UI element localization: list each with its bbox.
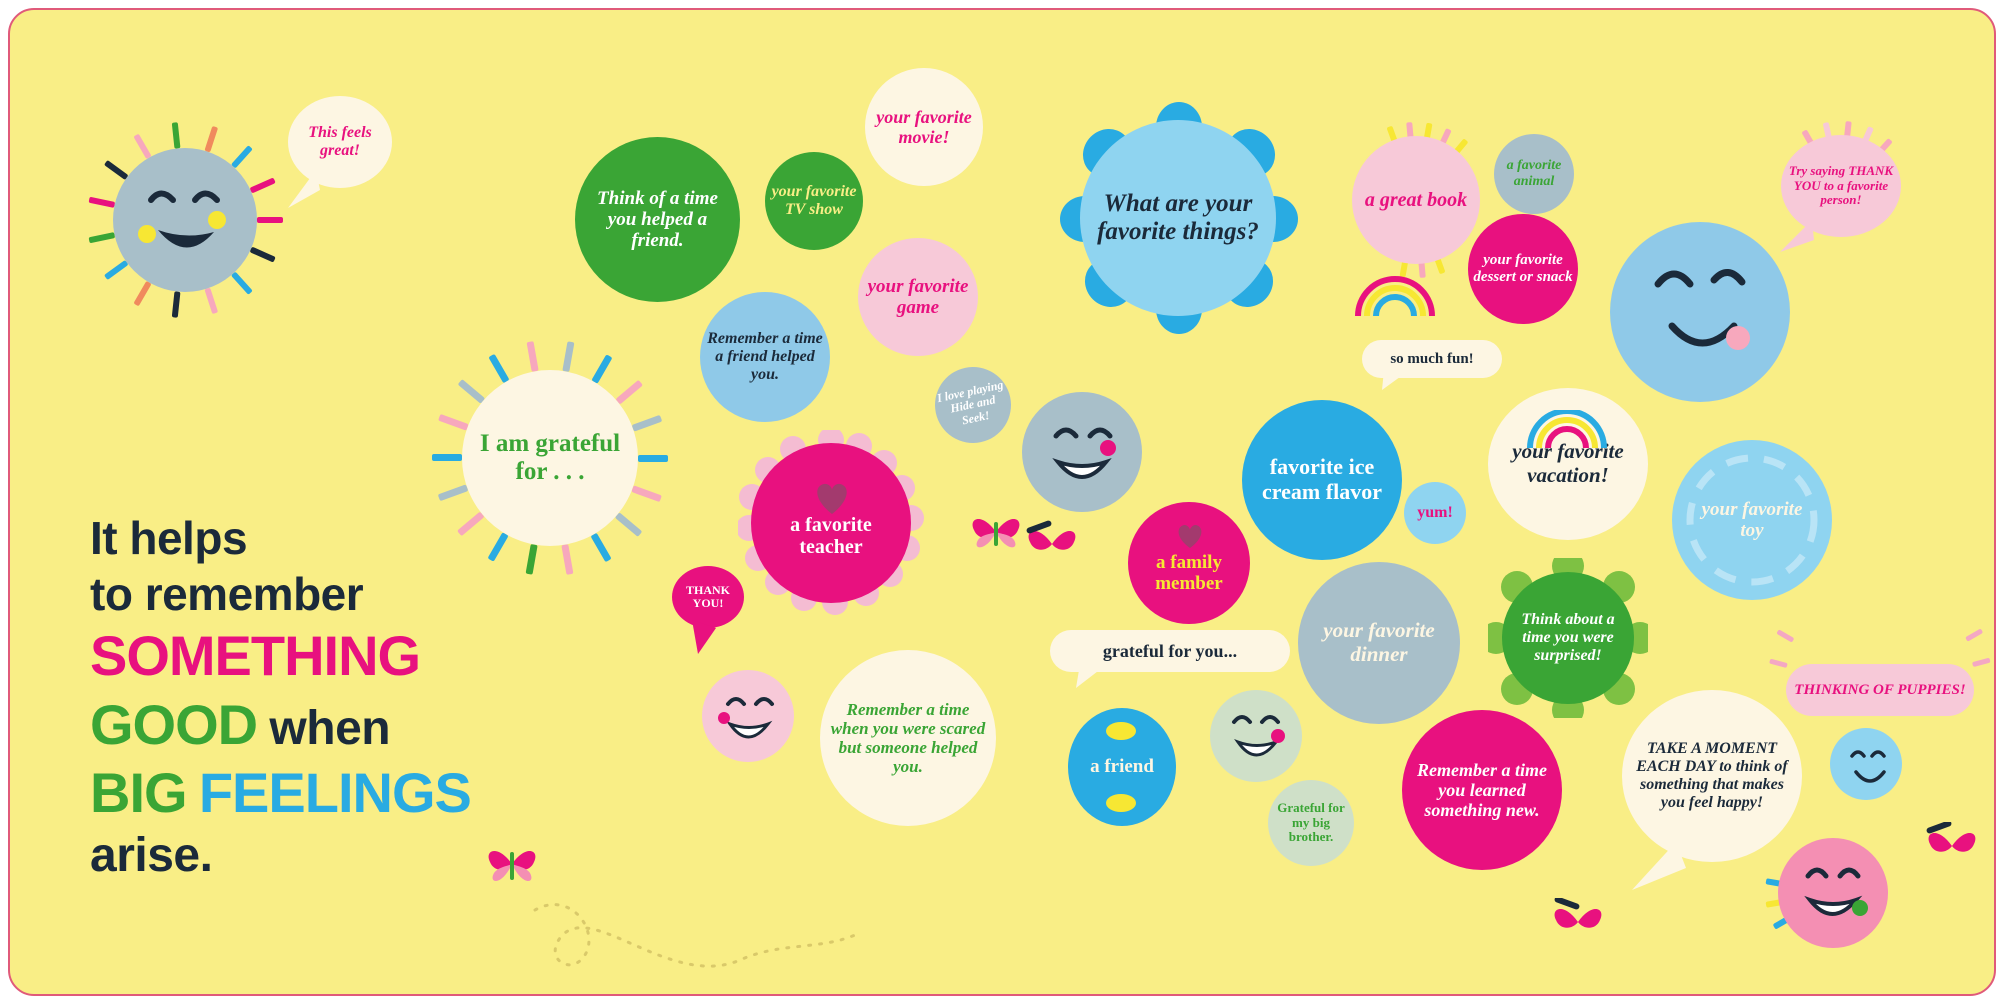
heart-icon-teacher — [812, 480, 852, 516]
bubble-grateful-for-you-wrap — [1050, 630, 1290, 682]
headline-line-4b: when — [269, 701, 391, 755]
bubble-remember-scared-helped[interactable]: Remember a time when you were scared but someone helped you. — [820, 650, 996, 826]
bubble-try-saying-thank-you[interactable]: Try saying THANK YOU to a favorite person! — [1781, 135, 1901, 237]
bubble-so-much-fun-wrap — [1362, 340, 1502, 384]
dotted-trail — [530, 890, 860, 996]
smiley-face-tiny-blue — [1830, 728, 1902, 800]
speech-tail-thank-you — [686, 618, 720, 656]
bubble-so-much-fun[interactable]: so much fun! — [1362, 340, 1502, 378]
smiley-face-small-pink — [702, 670, 794, 762]
scallop-a-favorite-teacher — [738, 430, 924, 616]
bubble-favorite-ice-cream-flavor[interactable]: favorite ice cream flavor — [1242, 400, 1402, 560]
bubble-grateful-big-brother[interactable]: Grateful for my big brother. — [1268, 780, 1354, 866]
bubble-a-friend-wrap — [1068, 708, 1176, 826]
bubble-yum[interactable]: yum! — [1404, 482, 1466, 544]
headline-line-4: GOOD — [90, 692, 258, 756]
scallop-your-favorite-toy — [1672, 440, 1832, 600]
bubble-your-favorite-vacation[interactable]: your favorite vacation! — [1488, 388, 1648, 540]
butterfly-black-corner-icon — [1922, 822, 1982, 870]
bubble-thank-you[interactable]: THANK YOU! — [672, 566, 744, 628]
smiley-face-center — [1022, 392, 1142, 512]
headline-line-2: to remember — [90, 568, 364, 621]
rainbow-small-icon — [1350, 272, 1440, 318]
headline-line-3: SOMETHING — [90, 624, 421, 688]
bubble-favorite-movie[interactable]: your favorite movie! — [865, 68, 983, 186]
bubble-a-favorite-animal[interactable]: a favorite animal — [1494, 134, 1574, 214]
bubble-take-a-moment-each-day[interactable]: TAKE A MOMENT EACH DAY to think of something that makes you feel happy! — [1622, 690, 1802, 862]
winking-face-top-right — [1610, 222, 1790, 402]
bubble-a-family-member[interactable]: a family member — [1128, 502, 1250, 624]
headline-line-1: It helps — [90, 512, 248, 564]
butterfly-black-right-icon — [1022, 520, 1082, 566]
bubble-think-about-surprised[interactable]: Think about a time you were surprised! — [1502, 572, 1634, 704]
bubble-favorite-game[interactable]: your favorite game — [858, 238, 978, 356]
bubble-your-favorite-toy[interactable]: your favorite toy — [1701, 498, 1803, 541]
headline-line-5b: FEELINGS — [198, 760, 471, 824]
bubble-favorite-tv-show[interactable]: your favorite TV show — [765, 152, 863, 250]
bubble-remember-learned-something-new[interactable]: Remember a time you learned something new. — [1402, 710, 1562, 870]
bubble-this-feels-great[interactable]: This feels great! — [288, 96, 392, 188]
decor-dot-top — [1106, 722, 1136, 740]
burst-thinking-of-puppies — [1786, 664, 1974, 734]
bubble-your-favorite-dinner[interactable]: your favorite dinner — [1298, 562, 1460, 724]
bubble-i-love-hide-and-seek[interactable]: I love playing Hide and Seek! — [928, 360, 1018, 450]
bubble-a-great-book[interactable]: a great book — [1352, 136, 1480, 264]
sun-burst-grateful — [430, 338, 670, 578]
butterfly-pink-center-icon — [968, 510, 1024, 554]
bubble-think-of-a-time-helped-friend[interactable]: Think of a time you helped a friend. — [575, 137, 740, 302]
flower-what-are-your-favorite-things — [1068, 108, 1288, 328]
butterfly-pink-bottom-icon — [1548, 898, 1608, 946]
rainbow-vacation-icon — [1522, 410, 1612, 450]
bubble-remember-friend-helped-you[interactable]: Remember a time a friend helped you. — [700, 292, 830, 422]
heart-icon-family — [1174, 522, 1206, 550]
bubble-grateful-for-you[interactable]: grateful for you... — [1050, 630, 1290, 672]
smiley-face-bottom-right-pink — [1768, 828, 1898, 958]
headline-line-6: arise. — [90, 829, 213, 883]
bubble-a-favorite-teacher[interactable]: a favorite teacher — [751, 443, 911, 603]
butterfly-pink-left-icon — [482, 840, 542, 888]
sun-face-top-left — [85, 120, 285, 320]
bubble-thinking-of-puppies[interactable]: THINKING OF PUPPIES! — [1786, 664, 1974, 716]
smiley-face-sage — [1210, 690, 1302, 782]
bubble-what-are-your-favorite-things[interactable]: What are your favorite things? — [1080, 120, 1276, 316]
headline-line-5a: BIG — [90, 760, 187, 824]
bubble-a-friend[interactable]: a friend — [1068, 708, 1176, 826]
speech-tail-this-feels-great — [286, 168, 326, 210]
bubble-favorite-dessert-or-snack[interactable]: your favorite dessert or snack — [1468, 214, 1578, 324]
bubble-i-am-grateful-for[interactable]: I am grateful for . . . — [462, 370, 638, 546]
decor-dot-bottom — [1106, 794, 1136, 812]
poster-board — [8, 8, 1996, 996]
